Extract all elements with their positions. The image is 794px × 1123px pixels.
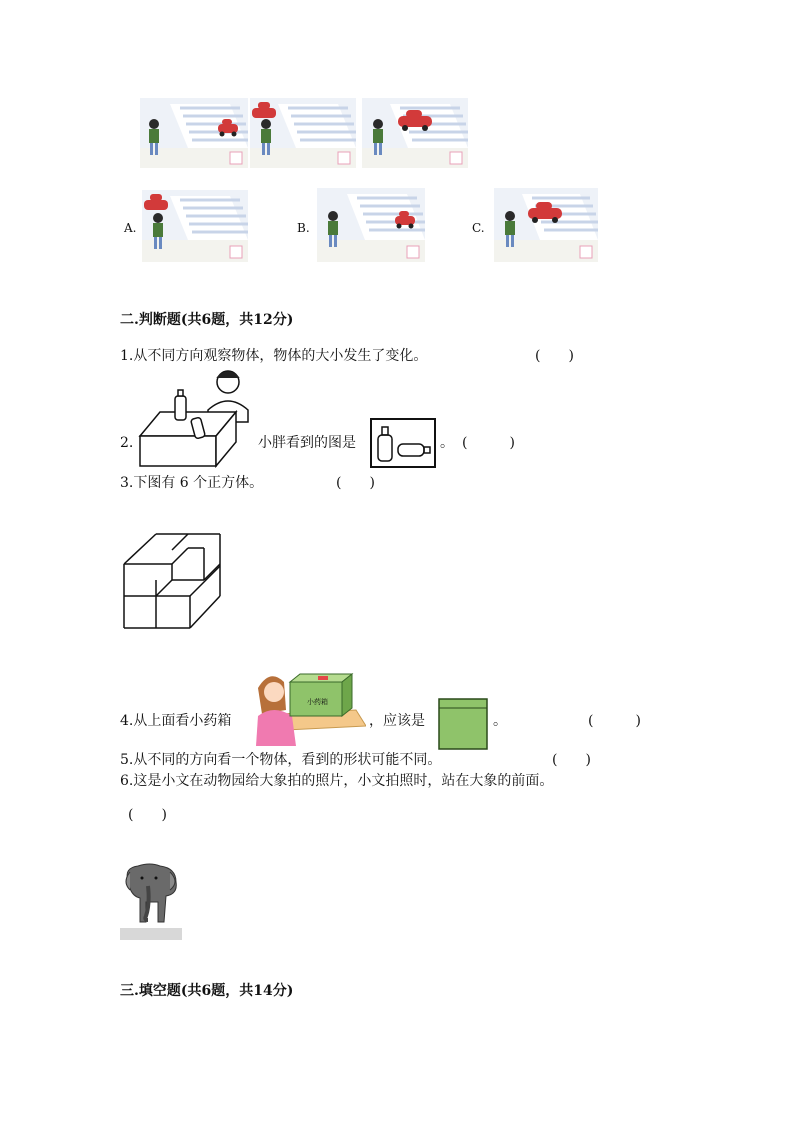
- option-image-b[interactable]: [317, 188, 425, 262]
- question-2-number: 2.: [120, 435, 134, 451]
- option-image-a[interactable]: [142, 190, 248, 262]
- option-label-c: C.: [472, 221, 485, 235]
- question-4-answer-blank[interactable]: ( ): [588, 713, 641, 729]
- scene-image-2: [250, 98, 356, 168]
- boy-table-illustration: [138, 366, 256, 470]
- question-6-answer-blank[interactable]: ( ): [128, 807, 167, 823]
- question-1-text: 1.从不同方向观察物体，物体的大小发生了变化。: [120, 348, 428, 364]
- question-4-end: 。: [493, 713, 507, 729]
- option-label-b: B.: [297, 221, 310, 235]
- question-5-text: 5.从不同的方向看一个物体，看到的形状可能不同。: [120, 752, 442, 768]
- question-5-answer-blank[interactable]: ( ): [552, 752, 591, 768]
- girl-medicine-box-illustration: [256, 670, 366, 746]
- scene-image-3: [362, 98, 468, 168]
- medicine-box-label: 小药箱: [307, 698, 328, 706]
- question-4-mid: ，应该是: [369, 713, 425, 729]
- section-title-judgement: 二.判断题(共6题，共12分): [120, 312, 294, 328]
- question-2-answer-blank[interactable]: ( ): [462, 435, 515, 451]
- section-title-fill-blank: 三.填空题(共6题，共14分): [120, 983, 294, 999]
- question-3-answer-blank[interactable]: ( ): [336, 475, 375, 491]
- scene-image-1: [140, 98, 248, 168]
- option-image-c[interactable]: [494, 188, 598, 262]
- option-label-a: A.: [124, 221, 137, 235]
- question-6-text: 6.这是小文在动物园给大象拍的照片，小文拍照时，站在大象的前面。: [120, 773, 554, 789]
- question-3-text: 3.下图有 6 个正方体。: [120, 475, 264, 491]
- bottle-view-figure: [370, 418, 436, 468]
- cubes-figure: [122, 532, 224, 632]
- question-2-text: 小胖看到的图是: [258, 435, 356, 451]
- question-2-end: 。: [440, 435, 454, 451]
- elephant-photo: [120, 860, 182, 940]
- question-1-answer-blank[interactable]: ( ): [535, 348, 574, 364]
- question-4-text: 4.从上面看小药箱: [120, 713, 232, 729]
- top-view-green-box: [438, 698, 488, 750]
